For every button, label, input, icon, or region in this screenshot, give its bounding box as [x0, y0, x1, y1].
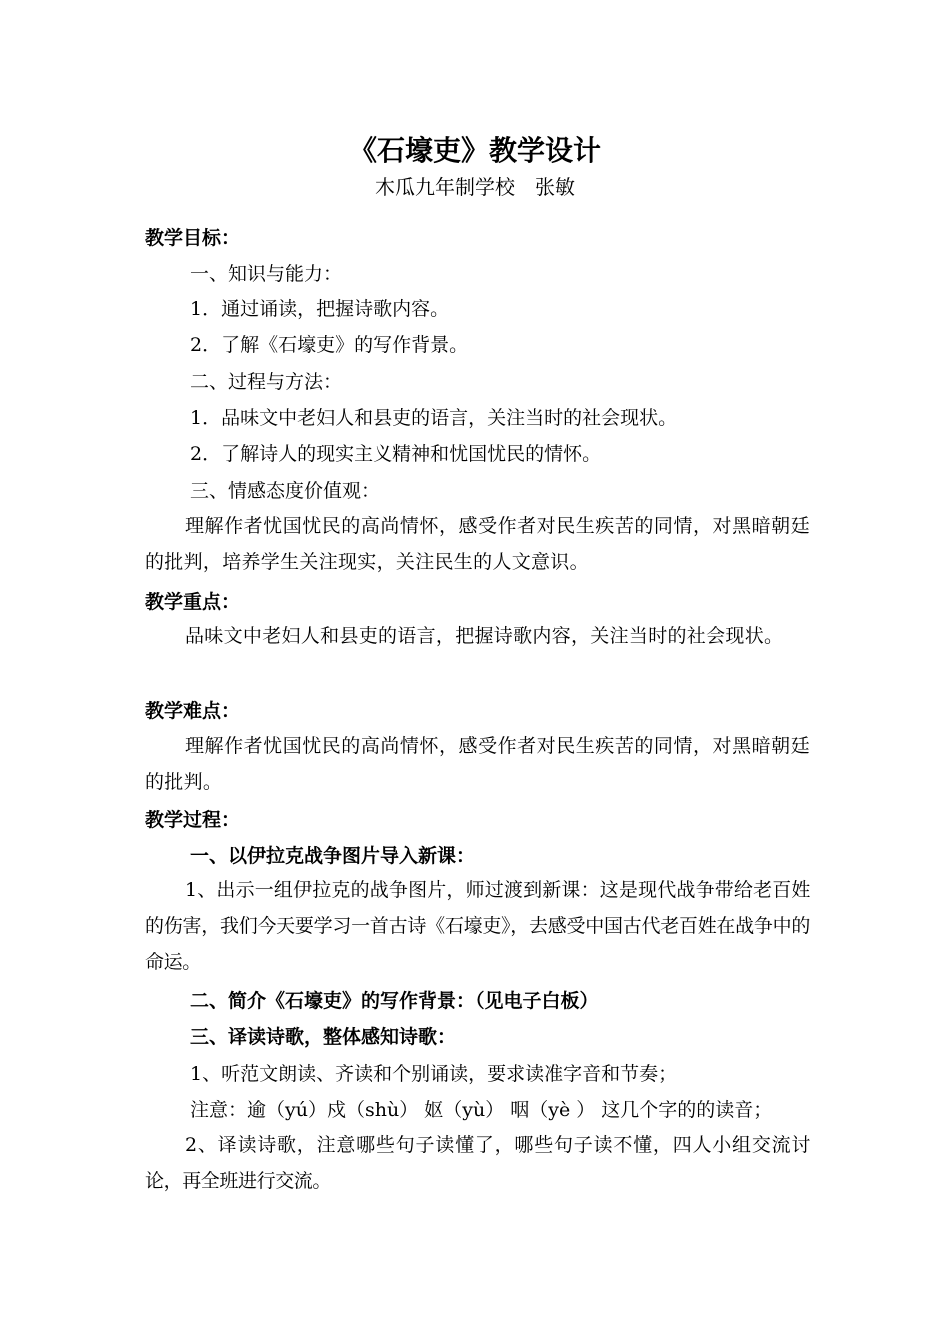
difficulties-paragraph: 理解作者忧国忧民的高尚情怀，感受作者对民生疾苦的同情，对黑暗朝廷的批判。	[145, 735, 810, 793]
emotion-paragraph: 理解作者忧国忧民的高尚情怀，感受作者对民生疾苦的同情，对黑暗朝廷的批判，培养学生关注现实，关注民生的人文意识。	[145, 515, 810, 573]
knowledge-item-1: 1．通过诵读，把握诗歌内容。	[190, 298, 450, 320]
step3-item-1: 1、听范文朗读、齐读和个别诵读，要求读准字音和节奏；	[190, 1063, 678, 1085]
process-method-item-2: 2．了解诗人的现实主义精神和忧国忧民的情怀。	[190, 443, 602, 465]
knowledge-item-2: 2．了解《石壕吏》的写作背景。	[190, 334, 469, 356]
knowledge-heading: 一、知识与能力：	[190, 263, 343, 285]
key-points-paragraph: 品味文中老妇人和县吏的语言，把握诗歌内容，关注当时的社会现状。	[185, 625, 784, 647]
objectives-heading: 教学目标：	[145, 227, 241, 249]
emotion-heading: 三、情感态度价值观：	[190, 480, 381, 502]
difficulties-heading: 教学难点：	[145, 700, 241, 722]
process-method-item-1: 1．品味文中老妇人和县吏的语言，关注当时的社会现状。	[190, 407, 678, 429]
key-points-heading: 教学重点：	[145, 591, 241, 613]
step2-heading: 二、简介《石壕吏》的写作背景：（见电子白板）	[190, 990, 599, 1012]
pronunciation-note: 注意：逾（yú）戍（shù） 妪（yù） 咽（yè ） 这几个字的的读音；	[190, 1099, 773, 1121]
author-line: 木瓜九年制学校 张敏	[375, 175, 575, 199]
process-heading: 教学过程：	[145, 809, 241, 831]
step3-heading: 三、译读诗歌，整体感知诗歌：	[190, 1026, 457, 1048]
step1-paragraph: 1、出示一组伊拉克的战争图片，师过渡到新课：这是现代战争带给老百姓的伤害，我们今天要学习一首古诗《石壕吏》，去感受中国古代老百姓在战争中的命运。	[145, 879, 810, 973]
document-title: 《石壕吏》教学设计	[348, 134, 601, 167]
step3-item-2: 2、译读诗歌，注意哪些句子读懂了，哪些句子读不懂，四人小组交流讨论，再全班进行交流。	[145, 1134, 810, 1192]
step1-heading: 一、以伊拉克战争图片导入新课：	[190, 845, 476, 867]
process-method-heading: 二、过程与方法：	[190, 371, 343, 393]
